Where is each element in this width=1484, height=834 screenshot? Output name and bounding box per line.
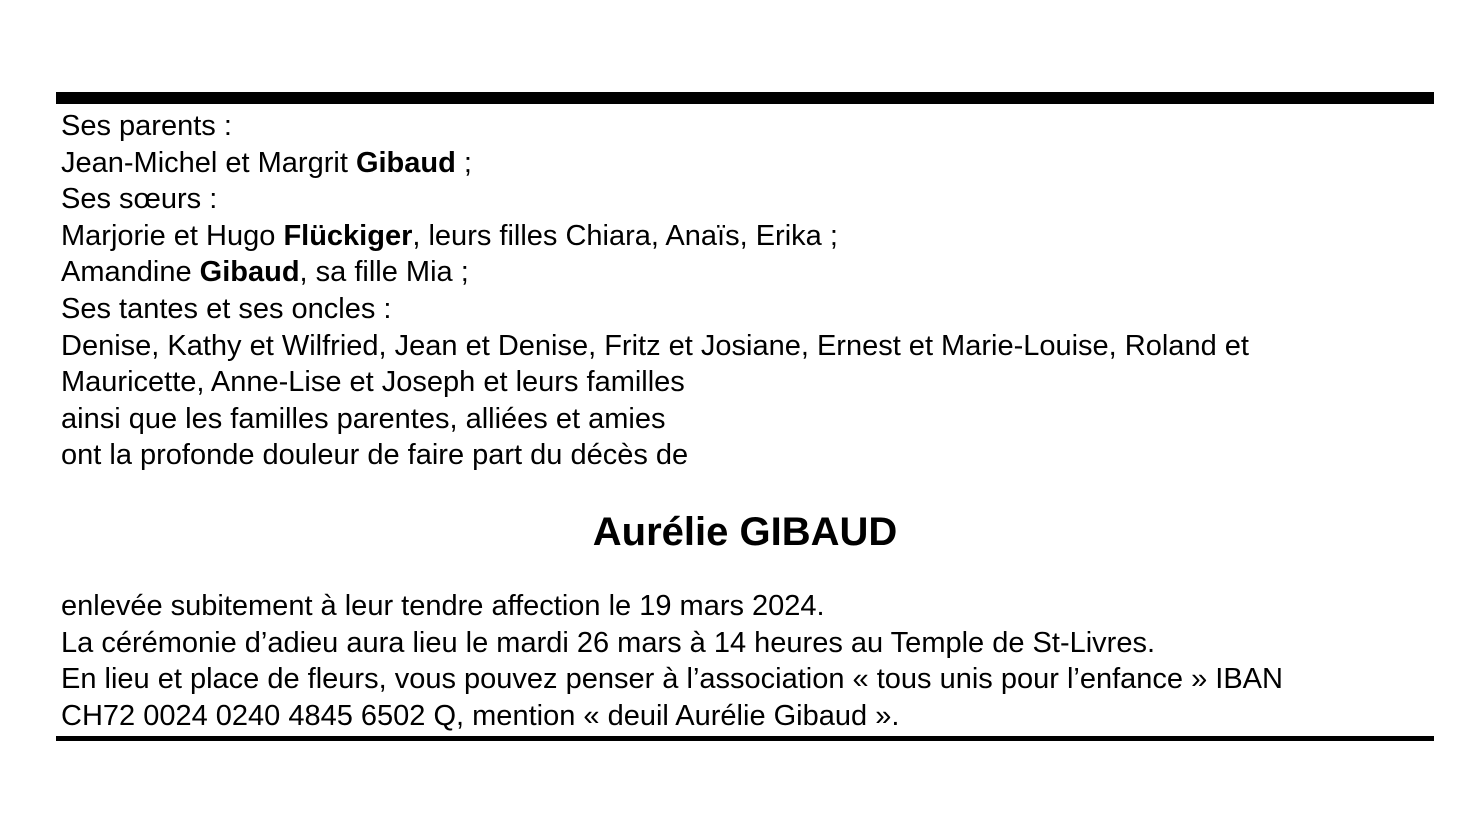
aunts-uncles-heading: Ses tantes et ses oncles : [61,292,392,325]
parents-line [61,145,1431,182]
sister-2-surname: Gibaud [199,256,300,289]
sister-1-line [61,218,1431,255]
aunts-uncles-line-1: Denise, Kathy et Wilfried, Jean et Denise, Fritz et Josiane, Ernest et Marie-Louise, Roland et [61,329,1249,362]
parents-surname: Gibaud [355,146,456,179]
sister-1-surname: Flückiger [283,219,413,252]
donation-line-2: CH72 0024 0240 4845 6502 Q, mention « deuil Aurélie Gibaud ». [61,699,900,732]
ceremony-line: La cérémonie d’adieu aura lieu le mardi 26 mars à 14 heures au Temple de St-Livres. [61,626,1156,659]
sister-2-line [61,254,1431,291]
donation-line-1: En lieu et place de fleurs, vous pouvez penser à l’association « tous unis pour l’enfance » IBAN [61,663,1283,696]
announcement-line: ont la profonde douleur de faire part du décès de [61,439,689,472]
top-rule [56,92,1434,104]
death-line: enlevée subitement à leur tendre affection le 19 mars 2024. [61,590,825,622]
sister-1-prefix: Marjorie et Hugo [61,219,284,252]
details [61,588,1431,734]
bottom-rule [56,736,1434,741]
deceased-name: Aurélie GIBAUD [592,510,898,554]
relatives-line: ainsi que les familles parentes, alliées et amies [61,402,666,435]
sister-2-suffix: , sa fille Mia ; [299,256,469,289]
parents-suffix: ; [455,146,472,179]
sister-1-suffix: , leurs filles Chiara, Anaïs, Erika ; [412,219,838,252]
parents-prefix: Jean-Michel et Margrit [61,146,356,179]
sister-2-prefix: Amandine [61,256,200,289]
sisters-heading: Ses sœurs : [61,183,218,216]
parents-heading: Ses parents : [61,110,232,142]
aunts-uncles-line-2: Mauricette, Anne-Lise et Joseph et leurs familles [61,366,685,399]
family-list [61,108,1431,474]
